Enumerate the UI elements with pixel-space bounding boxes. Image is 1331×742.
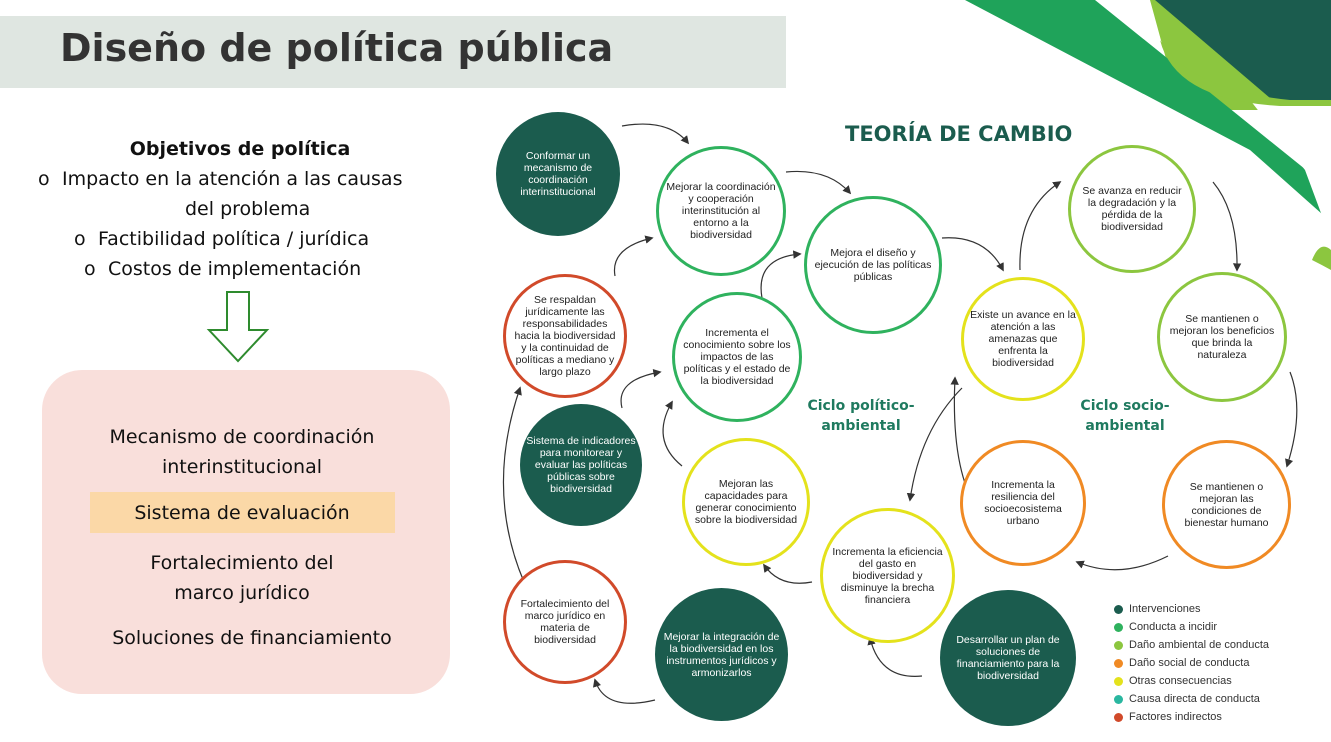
mechanism-legal-line1: Fortalecimiento del xyxy=(150,552,334,574)
theory-node-text: Incrementa la resiliencia del socioecosistema urbano xyxy=(984,479,1062,527)
bullet: o xyxy=(74,228,86,250)
legend-item: Conducta a incidir xyxy=(1114,618,1269,636)
cycle-socio-label: Ciclo socio- ambiental xyxy=(1080,398,1170,434)
theory-node-text: Fortalecimiento del marco jurídico en materia de biodiversidad xyxy=(520,598,610,646)
legend-item: Causa directa de conducta xyxy=(1114,690,1269,708)
objective-item-continuation: del problema xyxy=(185,198,311,220)
theory-node-text: Incrementa la eficiencia del gasto en biodiversidad y disminuye la brecha financiera xyxy=(832,545,943,606)
bullet: o xyxy=(38,168,50,190)
theory-node xyxy=(503,274,627,398)
theory-node xyxy=(820,508,955,643)
legend-item: Intervenciones xyxy=(1114,600,1269,618)
mechanism-evaluation: Sistema de evaluación xyxy=(134,502,350,524)
legend-item: Daño social de conducta xyxy=(1114,654,1269,672)
cycle-political-label: Ciclo político- ambiental xyxy=(807,398,915,434)
theory-node xyxy=(940,590,1076,726)
mechanism-coordination-line2: interinstitucional xyxy=(161,456,323,478)
theory-node-text: Desarrollar un plan de soluciones de financiamiento para la biodiversidad xyxy=(956,634,1060,682)
theory-node-text: Mejora el diseño y ejecución de las políticas públicas xyxy=(814,247,932,283)
theory-title: TEORÍA DE CAMBIO xyxy=(845,122,1073,146)
mechanism-coordination-line1: Mecanismo de coordinación xyxy=(109,426,375,448)
theory-node xyxy=(520,404,642,526)
objectives-heading: Objetivos de política xyxy=(129,138,351,160)
theory-node-text: Mejorar la integración de la biodiversidad en los instrumentos jurídicos y armonizarlos xyxy=(663,630,780,679)
legend-item: Otras consecuencias xyxy=(1114,672,1269,690)
theory-node xyxy=(656,146,786,276)
theory-node xyxy=(655,588,788,721)
theory-node-text: Mejorar la coordinación y cooperación interinstitución al entorno a la biodiversidad xyxy=(666,181,776,241)
legend-swatch xyxy=(1114,677,1123,686)
slide-title: Diseño de política pública xyxy=(60,26,614,70)
theory-node xyxy=(682,438,810,566)
theory-node xyxy=(960,440,1086,566)
legend xyxy=(1114,600,1269,726)
legend-swatch xyxy=(1114,713,1123,722)
legend-swatch xyxy=(1114,695,1123,704)
theory-node xyxy=(961,277,1085,401)
theory-node xyxy=(804,196,942,334)
objective-item: o Impacto en la atención a las causas xyxy=(38,168,403,190)
theory-node xyxy=(496,112,620,236)
theory-node-text: Se avanza en reducir la degradación y la pérdida de la biodiversidad xyxy=(1082,185,1182,233)
theory-node-text: Se mantienen o mejoran las condiciones de bienestar humano xyxy=(1184,480,1269,529)
theory-node xyxy=(503,560,627,684)
theory-node-text: Se respaldan jurídicamente las responsabilidades hacia la biodiversidad y la continuidad de políticas a mediano y largo plazo xyxy=(514,294,616,378)
theory-node-text: Conformar un mecanismo de coordinación interinstitucional xyxy=(520,150,596,198)
theory-node xyxy=(672,292,802,422)
theory-node xyxy=(1157,272,1287,402)
objective-item: o Costos de implementación xyxy=(84,258,362,280)
theory-node-text: Se mantienen o mejoran los beneficios que brinda la naturaleza xyxy=(1169,313,1275,361)
legend-swatch xyxy=(1114,641,1123,650)
legend-item: Daño ambiental de conducta xyxy=(1114,636,1269,654)
mechanism-financing: Soluciones de financiamiento xyxy=(112,627,392,649)
legend-swatch xyxy=(1114,623,1123,632)
theory-node xyxy=(1162,440,1291,569)
legend-swatch xyxy=(1114,659,1123,668)
objective-item: o Factibilidad política / jurídica xyxy=(74,228,370,250)
theory-node-text: Sistema de indicadores para monitorear y evaluar las políticas públicas sobre biodiversidad xyxy=(526,435,636,495)
theory-node-text: Existe un avance en la atención a las amenazas que enfrenta la biodiversidad xyxy=(970,309,1076,369)
theory-node-text: Incrementa el conocimiento sobre los impactos de las políticas y el estado de la biodiversidad xyxy=(683,327,791,387)
theory-node xyxy=(1068,145,1196,273)
legend-swatch xyxy=(1114,605,1123,614)
theory-node-text: Mejoran las capacidades para generar conocimiento sobre la biodiversidad xyxy=(694,478,798,526)
bullet: o xyxy=(84,258,96,280)
mechanism-legal-line2: marco jurídico xyxy=(174,582,310,604)
legend-item: Factores indirectos xyxy=(1114,708,1269,726)
